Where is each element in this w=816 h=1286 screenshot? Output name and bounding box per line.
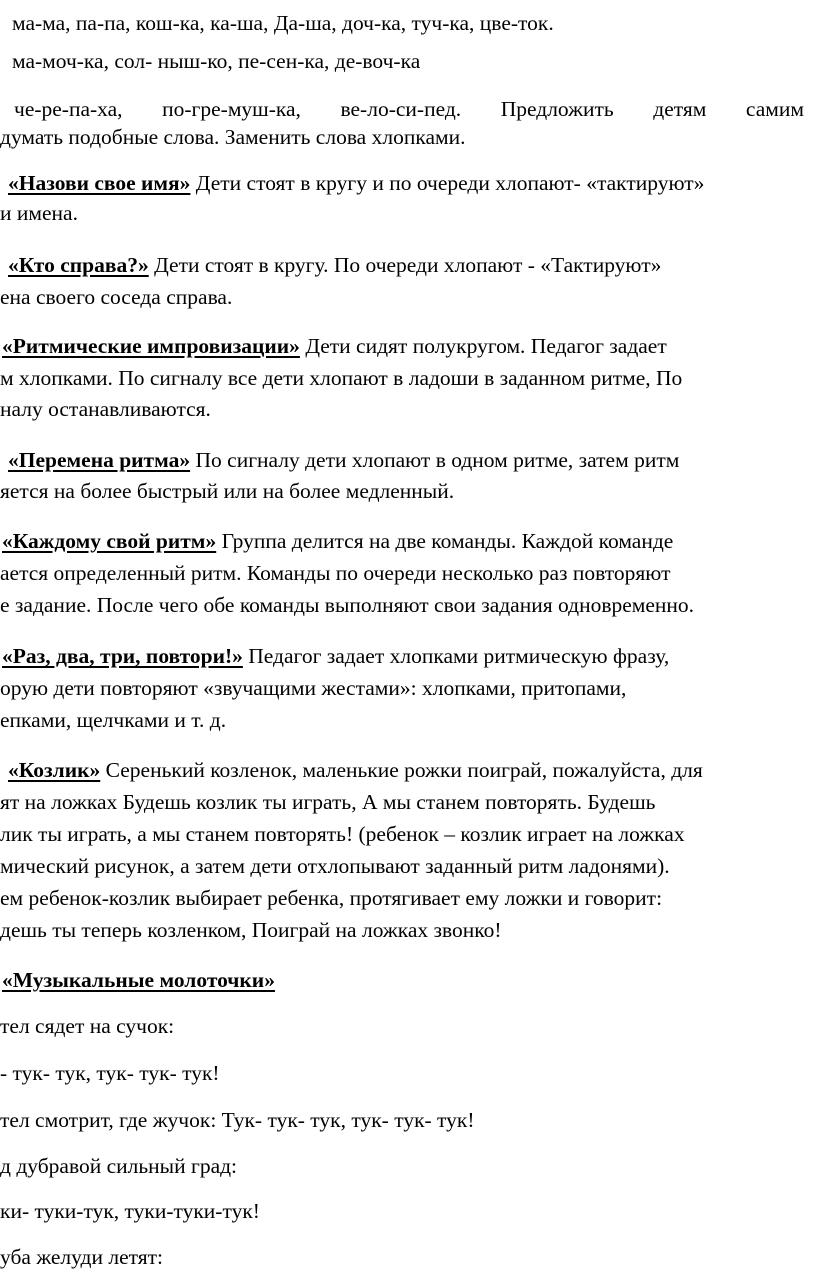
game-title: «Козлик» [8,758,101,782]
game-title: «Раз, два, три, повтори!» [2,644,243,668]
text-line: налу останавливаются. [0,397,211,421]
game-heading-line: «Перемена ритма» По сигналу дети хлопают в одном ритме, затем ритм [8,448,680,472]
game-title: «Ритмические импровизации» [2,334,300,358]
text-line: ма-ма, па-па, кош-ка, ка-ша, Да-ша, доч-ка, туч-ка, цве-ток. [12,11,554,35]
game-heading-line: «Ритмические импровизации» Дети сидят полукругом. Педагог задает [2,334,667,358]
text-line: орую дети повторяют «звучащими жестами»: хлопками, притопами, [0,676,627,700]
text-line: ается определенный ритм. Команды по очереди несколько раз повторяют [0,561,671,585]
game-heading-line: «Назови свое имя» Дети стоят в кругу и по очереди хлопают- «тактируют» [8,171,705,195]
text-line: лик ты играть, а мы станем повторять! (ребенок – козлик играет на ложках [0,822,685,846]
text-line: м хлопками. По сигналу все дети хлопают в ладоши в заданном ритме, По [0,366,683,390]
game-heading-line [2,967,275,993]
text-line: уба желуди летят: [0,1245,164,1269]
text-line: мический рисунок, а затем дети отхлопывают заданный ритм ладонями). [0,854,670,878]
game-heading-line: «Раз, два, три, повтори!» Педагог задает хлопками ритмическую фразу, [2,644,670,668]
text-line: епками, щелчками и т. д. [0,708,227,732]
game-title: «Музыкальные молоточки» [2,968,275,992]
game-title: «Перемена ритма» [8,448,191,472]
text-line: думать подобные слова. Заменить слова хлопками. [0,125,466,149]
text-line: - тук- тук, тук- тук- тук! [0,1061,220,1085]
game-title: «Кто справа?» [8,253,149,277]
game-title: «Каждому свой ритм» [2,529,217,553]
text-line: ем ребенок-козлик выбирает ребенка, протягивает ему ложки и говорит: [0,886,663,910]
text-line: д дубравой сильный град: [0,1154,238,1178]
text-line: ена своего соседа справа. [0,285,233,309]
text-line: е задание. После чего обе команды выполняют свои задания одновременно. [0,593,695,617]
text-line: и имена. [0,201,78,225]
game-title: «Назови свое имя» [8,171,191,195]
text-line: дешь ты теперь козленком, Поиграй на ложках звонко! [0,918,502,942]
text-line: ки- туки-тук, туки-туки-тук! [0,1199,260,1223]
text-line: че-ре-па-ха, по-гре-муш-ка, ве-ло-си-пед. Предложить детям самим [14,97,804,121]
text-line: ма-моч-ка, сол- ныш-ко, пе-сен-ка, де-воч-ка [12,49,421,73]
game-heading-line: «Кто справа?» Дети стоят в кругу. По очереди хлопают - «Тактируют» [8,253,662,277]
game-heading-line: «Каждому свой ритм» Группа делится на две команды. Каждой команде [2,529,674,553]
game-heading-line: «Козлик» Серенький козленок, маленькие рожки поиграй, пожалуйста, для [8,758,703,782]
text-line: тел смотрит, где жучок: Тук- тук- тук, тук- тук- тук! [0,1108,475,1132]
text-line: ят на ложках Будешь козлик ты играть, А мы станем повторять. Будешь [0,790,656,814]
text-line: тел сядет на сучок: [0,1014,175,1038]
text-line: яется на более быстрый или на более медленный. [0,479,455,503]
